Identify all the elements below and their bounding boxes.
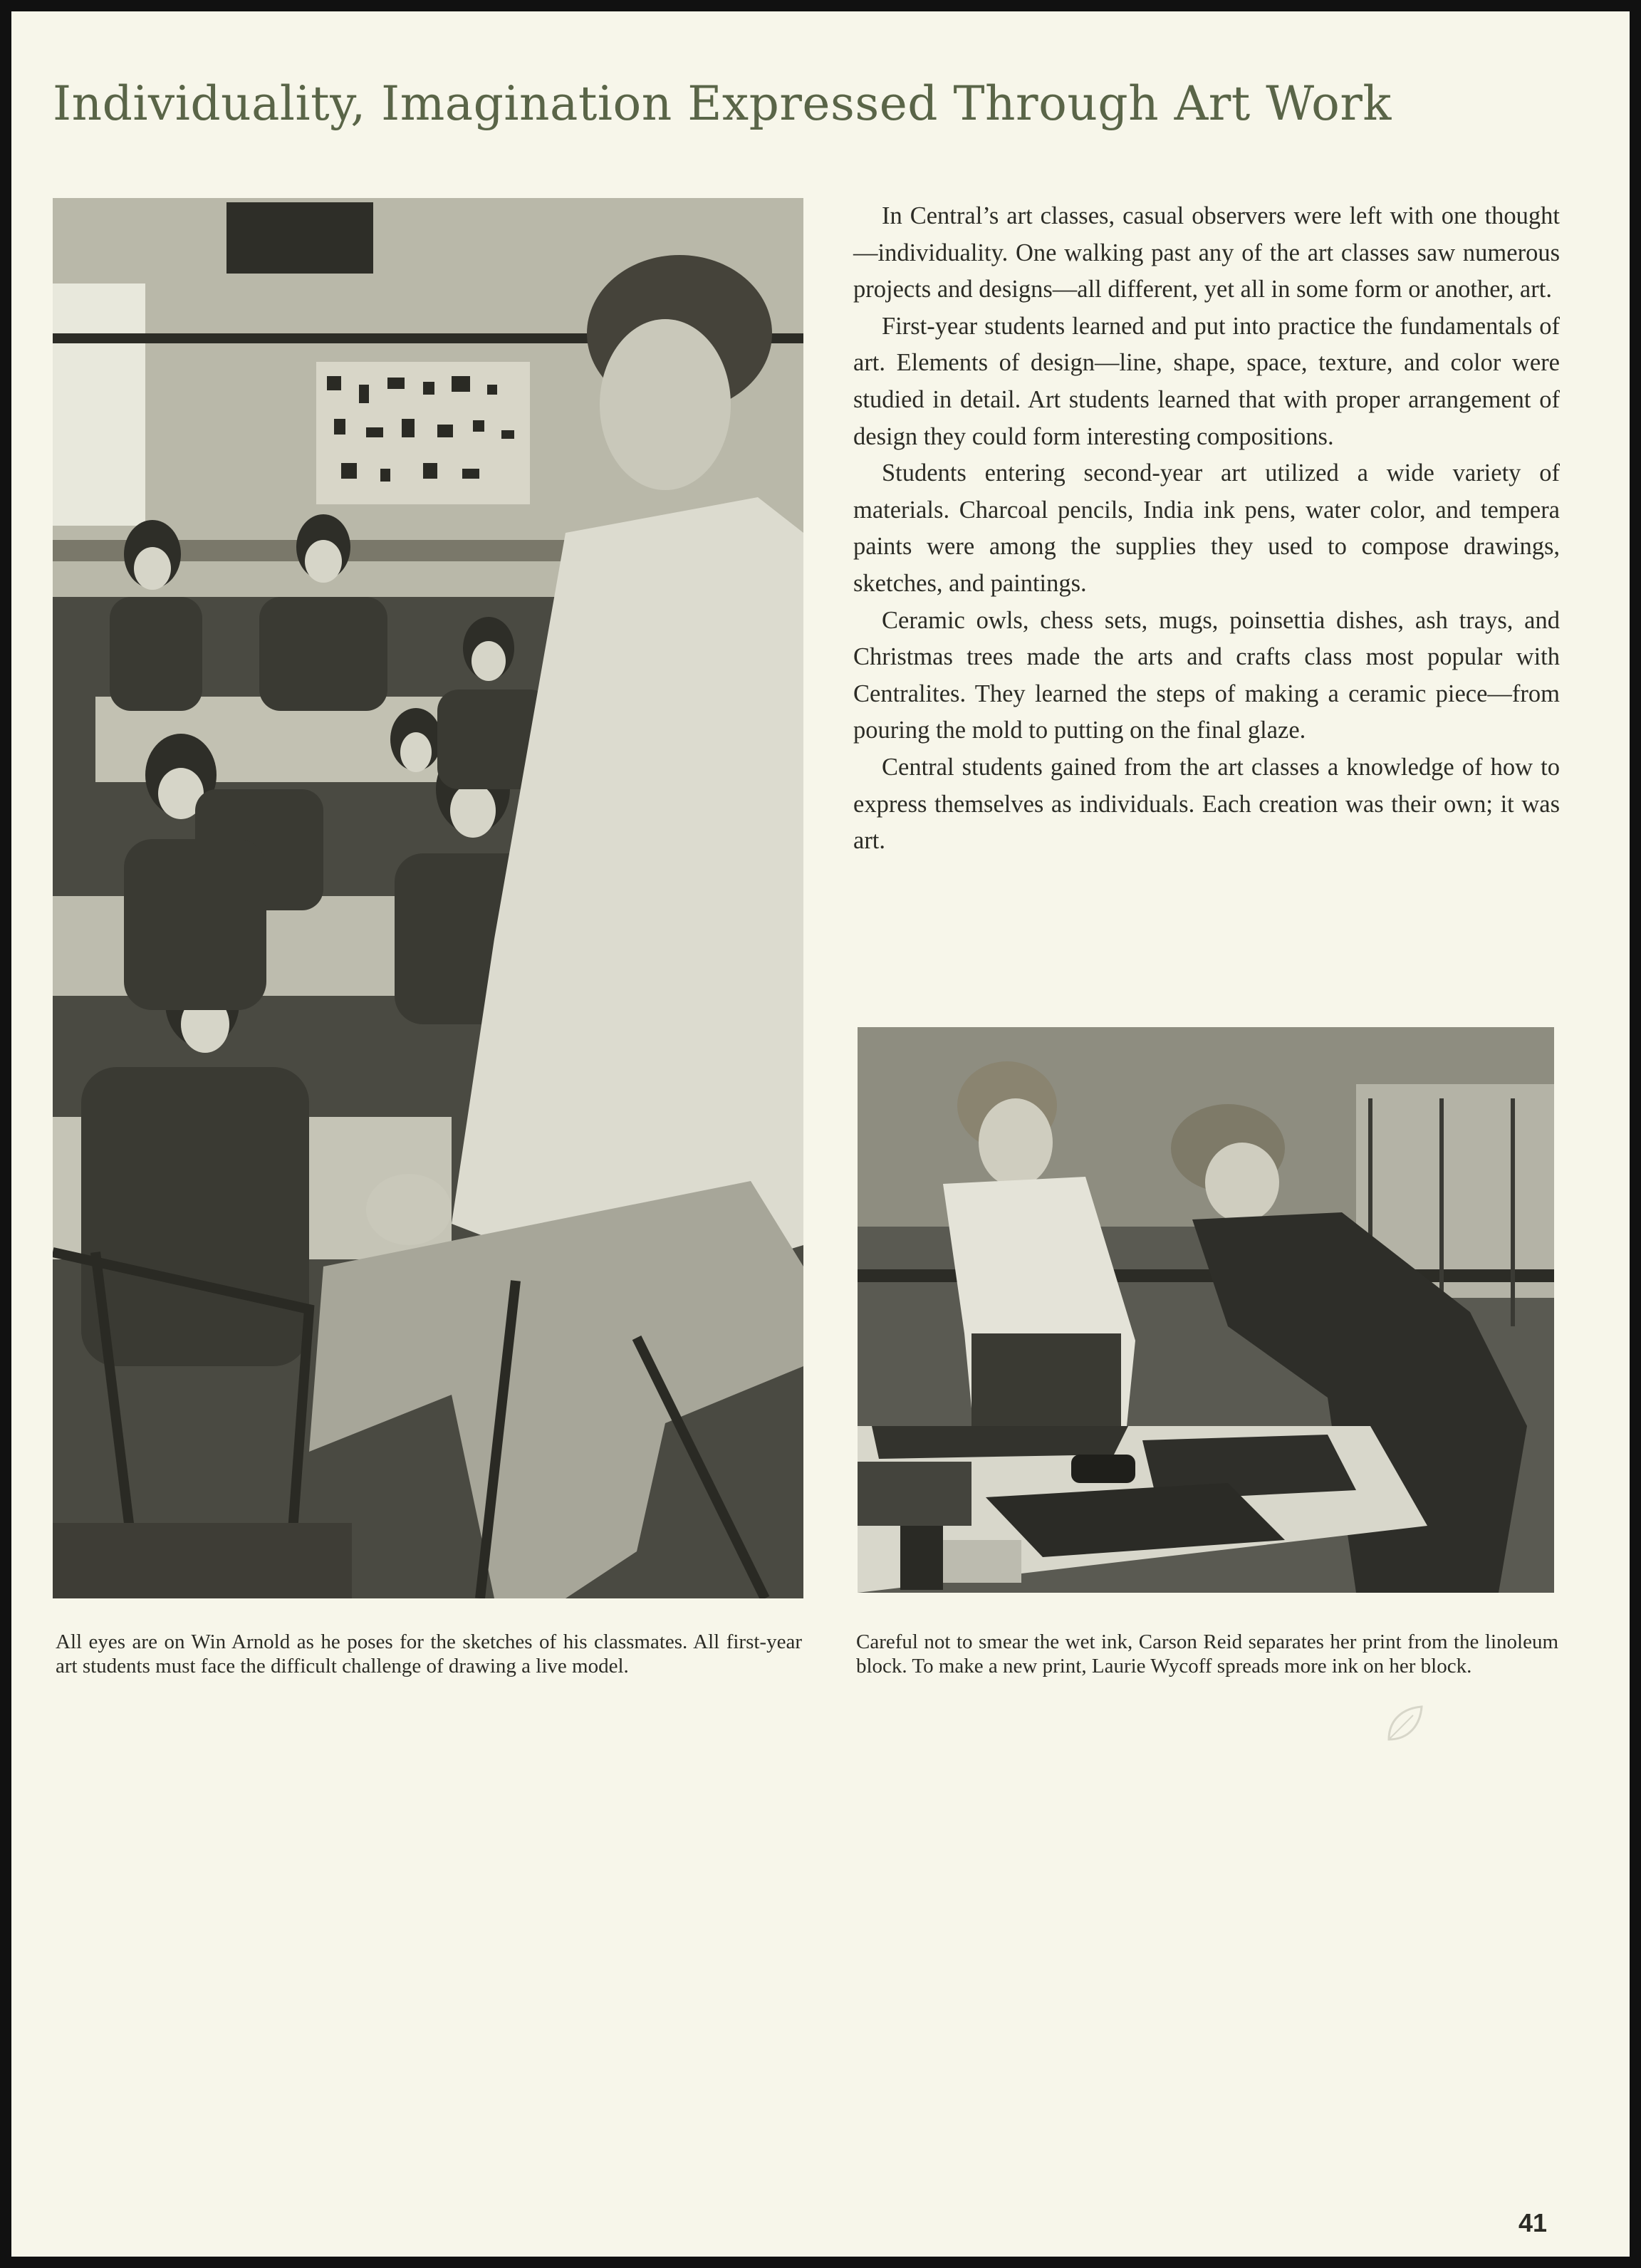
caption-right-photo: Careful not to smear the wet ink, Carson Reid separates her print from the linoleum block. To make a new print, Laurie Wycoff spreads more ink on her block. — [856, 1630, 1558, 1677]
photo-art-class-live-model — [53, 198, 803, 1598]
caption-left-photo: All eyes are on Win Arnold as he poses for the sketches of his classmates. All first-year art students must face the difficult challenge of drawing a live model. — [56, 1630, 802, 1677]
article-paragraph: First-year students learned and put into practice the fundamentals of art. Elements of design—line, shape, space, texture, and color were studied in detail. Art students learned that with proper arrangement of design they could form interesting compositions. — [853, 312, 1560, 450]
article-paragraph: In Central’s art classes, casual observers were left with one thought—individuality. One walking past any of the art classes saw numerous projects and designs—all different, yet all in some form or another, art. — [853, 202, 1560, 303]
photo-printmaking — [858, 1027, 1554, 1593]
photo-left-illustration — [53, 198, 803, 1598]
page-number: 41 — [1518, 2208, 1548, 2237]
article-body — [853, 198, 1560, 860]
article-paragraph: Ceramic owls, chess sets, mugs, poinsettia dishes, ash trays, and Christmas trees made the arts and crafts class most popular with Centralites. They learned the steps of making a ceramic piece—from pouring the mold to putting on the final glaze. — [853, 606, 1560, 744]
photo-right-illustration — [858, 1027, 1554, 1593]
yearbook-page — [11, 11, 1630, 2257]
page-headline: Individuality, Imagination Expressed Through Art Work — [53, 76, 1392, 131]
leaf-watermark-icon — [1382, 1701, 1427, 1747]
article-paragraph: Central students gained from the art classes a knowledge of how to express themselves as individuals. Each creation was their own; it was art. — [853, 753, 1560, 855]
article-paragraph: Students entering second-year art utilized a wide variety of materials. Charcoal pencils, India ink pens, water color, and tempera paints were among the supplies they used to compose drawings, sketches, and paintings. — [853, 459, 1560, 597]
